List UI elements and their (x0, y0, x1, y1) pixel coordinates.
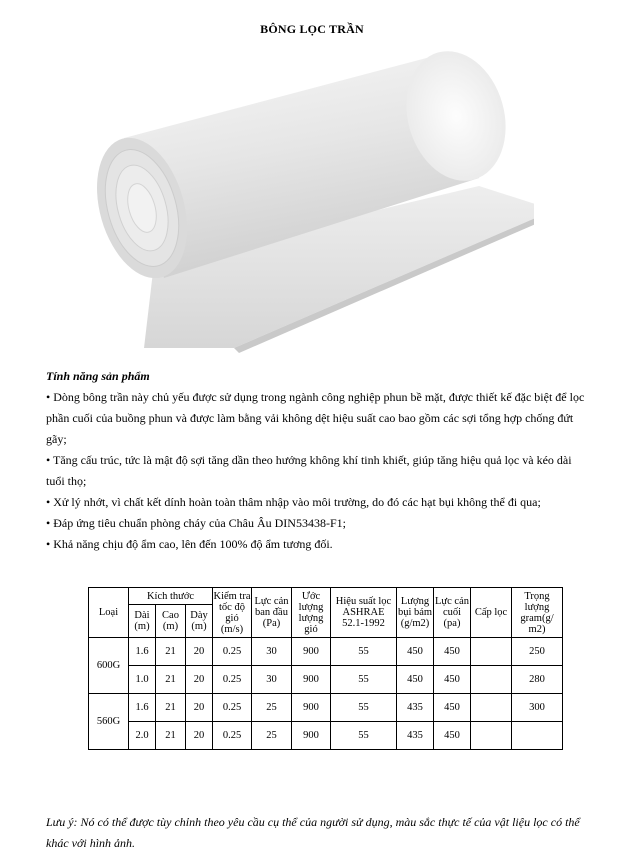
table-cell: 900 (292, 722, 331, 750)
table-cell: 450 (434, 722, 471, 750)
header-trong-luong: Trọng lượng gram(g/ m2) (512, 588, 563, 638)
header-kich-thuoc: Kích thước (129, 588, 213, 605)
table-cell: 0.25 (213, 666, 252, 694)
table-cell: 21 (156, 638, 186, 666)
table-cell (471, 638, 512, 666)
table-cell: 20 (186, 722, 213, 750)
table-cell: 1.6 (129, 694, 156, 722)
table-cell: 450 (397, 638, 434, 666)
note: Lưu ý: Nó có thể được tùy chỉnh theo yêu cầu cụ thể của người sử dụng, màu sắc thực tế của vật liệu lọc có thể khác với hình ảnh. (46, 815, 580, 850)
table-cell: 300 (512, 694, 563, 722)
table-row (89, 694, 563, 722)
table-cell: 30 (252, 666, 292, 694)
header-dai: Dài (m) (129, 605, 156, 638)
features-section (46, 366, 586, 555)
table-cell: 20 (186, 638, 213, 666)
table-cell: 0.25 (213, 638, 252, 666)
table-row (89, 666, 563, 694)
features-heading: Tính năng sản phẩm (46, 369, 150, 383)
table-cell: 900 (292, 638, 331, 666)
table-cell: 450 (434, 694, 471, 722)
header-luong-bui: Lượng bụi bám (g/m2) (397, 588, 434, 638)
table-cell: 450 (434, 638, 471, 666)
table-cell: 25 (252, 722, 292, 750)
header-loai: Loại (89, 588, 129, 638)
feature-item: • Đáp ứng tiêu chuẩn phòng cháy của Châu Âu DIN53438-F1; (46, 516, 346, 530)
page-title: BÔNG LỌC TRẦN (260, 22, 364, 36)
table-cell: 1.6 (129, 638, 156, 666)
feature-item: • Dòng bông trần này chủ yếu được sử dụng trong ngành công nghiệp phun bề mặt, được thiết kế đặc biệt để lọc phần cuối của buồng phun và được làm bằng vải không dệt hiệu suất cao bao gồm các sợi tổng hợp chống đứt gãy; (46, 390, 585, 446)
table-cell: 30 (252, 638, 292, 666)
table-cell: 435 (397, 722, 434, 750)
feature-item: • Khả năng chịu độ ẩm cao, lên đến 100% độ ẩm tương đối. (46, 537, 333, 551)
feature-item: • Tăng cấu trúc, tức là mật độ sợi tăng dần theo hướng không khí tinh khiết, giúp tăng hiệu quả lọc và kéo dài tuổi thọ; (46, 453, 572, 488)
header-hieu-suat: Hiệu suất lọc ASHRAE 52.1-1992 (331, 588, 397, 638)
header-cao: Cao (m) (156, 605, 186, 638)
table-cell: 900 (292, 694, 331, 722)
table-cell: 55 (331, 666, 397, 694)
table-cell: 20 (186, 694, 213, 722)
table-cell: 21 (156, 722, 186, 750)
table-cell (471, 722, 512, 750)
header-uoc-luong: Ước lượng lượng gió (292, 588, 331, 638)
header-luc-can-cuoi: Lực cản cuối (pa) (434, 588, 471, 638)
table-cell: 25 (252, 694, 292, 722)
header-kiem-tra: Kiểm tra tốc độ gió (m/s) (213, 588, 252, 638)
table-cell-type: 560G (89, 694, 129, 750)
feature-item: • Xử lý nhớt, vì chất kết dính hoàn toàn thâm nhập vào môi trường, do đó các hạt bụi không thể đi qua; (46, 495, 541, 509)
table-cell: 280 (512, 666, 563, 694)
table-cell (471, 694, 512, 722)
table-cell: 900 (292, 666, 331, 694)
table-cell: 250 (512, 638, 563, 666)
table-row (89, 638, 563, 666)
header-cap-loc: Cấp lọc (471, 588, 512, 638)
header-day: Dày (m) (186, 605, 213, 638)
table-cell: 21 (156, 694, 186, 722)
table-cell: 0.25 (213, 722, 252, 750)
spec-table (88, 587, 563, 750)
table-cell: 2.0 (129, 722, 156, 750)
table-cell: 55 (331, 694, 397, 722)
filter-roll-image (84, 48, 534, 353)
table-cell: 1.0 (129, 666, 156, 694)
table-cell: 450 (434, 666, 471, 694)
table-cell: 435 (397, 694, 434, 722)
header-luc-can-ban-dau: Lực cản ban đầu (Pa) (252, 588, 292, 638)
table-cell: 55 (331, 722, 397, 750)
table-cell (471, 666, 512, 694)
table-cell: 20 (186, 666, 213, 694)
table-row (89, 722, 563, 750)
table-cell: 450 (397, 666, 434, 694)
table-cell: 0.25 (213, 694, 252, 722)
table-cell (512, 722, 563, 750)
table-cell-type: 600G (89, 638, 129, 694)
table-cell: 21 (156, 666, 186, 694)
table-cell: 55 (331, 638, 397, 666)
